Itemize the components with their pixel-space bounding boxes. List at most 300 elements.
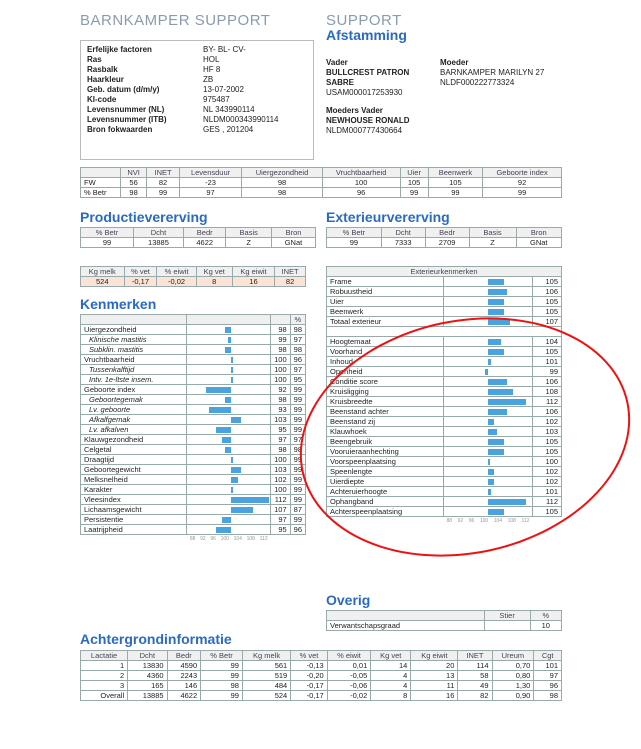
table-cell: 0,70 (492, 661, 534, 671)
trait-row (81, 475, 306, 485)
table-cell: GNat (271, 238, 315, 248)
info-label: Bron fokwaarden (87, 125, 153, 134)
table-cell: 146 (167, 681, 201, 691)
trait-row (81, 365, 306, 375)
info-label: Levensnummer (NL) (87, 105, 165, 114)
trait-reliability: 97 (290, 365, 305, 375)
trait-value: 99 (533, 367, 562, 377)
trait-row (327, 307, 562, 317)
trait-value: 92 (271, 385, 291, 395)
trait-name: Geboorte index (81, 385, 187, 395)
table-cell: 4 (371, 671, 411, 681)
trait-name: Geboortegemak (81, 395, 187, 405)
table-cell: Z (226, 238, 271, 248)
trait-row (81, 455, 306, 465)
trait-value: 98 (271, 325, 291, 335)
moeders-vader-id: NLDM000777430664 (326, 126, 403, 135)
table-cell: 99 (201, 661, 243, 671)
trait-name: Beengebruik (327, 437, 444, 447)
trait-value: 105 (533, 437, 562, 447)
table-cell: 4622 (183, 238, 226, 248)
trait-name: Afkalfgemak (81, 415, 187, 425)
trait-value: 112 (533, 497, 562, 507)
table-cell: 99 (147, 188, 180, 198)
column-header: Kg eiwit (232, 267, 274, 277)
info-value: HOL (203, 55, 220, 64)
trait-bar-cell (187, 525, 271, 535)
trait-bar-cell (187, 515, 271, 525)
table-cell: 561 (242, 661, 290, 671)
trait-value: 97 (271, 515, 291, 525)
exterieur-heading: Exterieurvererving (326, 209, 450, 225)
table-cell: -0,02 (327, 691, 371, 701)
trait-row (81, 325, 306, 335)
report-title: BARNKAMPER SUPPORT (80, 12, 271, 29)
trait-row (81, 385, 306, 395)
trait-name: Uier (327, 297, 444, 307)
trait-name: Vruchtbaarheid (81, 355, 187, 365)
animal-info-table (85, 45, 280, 135)
table-row (81, 671, 562, 681)
exterieur-table (326, 227, 562, 248)
table-cell: -0,06 (327, 681, 371, 691)
table-cell: 524 (242, 691, 290, 701)
table-row (81, 691, 562, 701)
info-value: ZB (203, 75, 214, 84)
trait-bar (225, 327, 231, 333)
trait-bar (231, 467, 240, 473)
trait-bar (231, 357, 233, 363)
trait-value: 100 (271, 375, 291, 385)
trait-value: 101 (533, 487, 562, 497)
info-label: Erfelijke factoren (87, 45, 152, 54)
trait-name: Vleesindex (81, 495, 187, 505)
trait-name: Karakter (81, 485, 187, 495)
info-row (85, 125, 280, 135)
table-cell: 82 (147, 178, 180, 188)
table-cell: Verwantschapsgraad (327, 621, 485, 631)
column-header: Stier (484, 611, 530, 621)
trait-row (81, 415, 306, 425)
info-label: Rasbalk (87, 65, 118, 74)
info-value: HF 8 (203, 65, 221, 74)
axis-tick: 104 (233, 536, 242, 542)
column-header: Beenwerk (428, 168, 483, 178)
table-cell (484, 621, 530, 631)
table-cell: -0,13 (291, 661, 327, 671)
pedigree (326, 58, 410, 136)
trait-row (327, 297, 562, 307)
info-label: Geb. datum (d/m/y) (87, 85, 160, 94)
table-cell: 0,90 (492, 691, 534, 701)
table-row (81, 178, 562, 188)
column-header: Bron (271, 228, 315, 238)
trait-reliability: 97 (290, 435, 305, 445)
table-row (81, 277, 306, 287)
trait-reliability: 99 (290, 495, 305, 505)
trait-name: Voorhand (327, 347, 444, 357)
table-cell: 99 (327, 238, 382, 248)
table-cell: 99 (201, 671, 243, 681)
trait-value: 98 (271, 345, 291, 355)
table-cell: 92 (483, 178, 562, 188)
axis-tick: 104 (493, 518, 503, 524)
info-label: Ras (87, 55, 102, 64)
table-cell: 105 (400, 178, 428, 188)
trait-name: Draagtijd (81, 455, 187, 465)
column-header: Dcht (128, 651, 167, 661)
column-header: % Betr (327, 228, 382, 238)
trait-bar (216, 527, 232, 533)
table-row (81, 661, 562, 671)
table-cell: 8 (371, 691, 411, 701)
column-header: Dcht (133, 228, 183, 238)
column-header: Lactatie (81, 651, 128, 661)
trait-name: Kruisligging (327, 387, 444, 397)
column-header: % (530, 611, 561, 621)
trait-row (81, 465, 306, 475)
trait-name: Robuustheid (327, 287, 444, 297)
table-cell: 16 (411, 691, 458, 701)
trait-bar-cell (187, 485, 271, 495)
table-cell: Overall (81, 691, 128, 701)
column-header: Kg melk (242, 651, 290, 661)
trait-value: 105 (533, 277, 562, 287)
table-cell: -0,17 (124, 277, 157, 287)
trait-bar-cell (444, 307, 533, 317)
table-cell: 98 (120, 188, 146, 198)
header-row (81, 651, 562, 661)
table-cell: 11 (411, 681, 458, 691)
table-cell: % Betr (81, 188, 121, 198)
trait-bar (225, 347, 231, 353)
table-cell: FW (81, 178, 121, 188)
table-cell: -0,02 (157, 277, 196, 287)
exterieurkenmerken-header: Exterieurkenmerken (327, 267, 562, 277)
table-cell: 2 (81, 671, 128, 681)
header-row (81, 228, 316, 238)
kenmerken-table (80, 314, 306, 544)
table-cell: 49 (458, 681, 492, 691)
info-row (85, 105, 280, 115)
column-header: Vruchtbaarheid (322, 168, 400, 178)
trait-name: Inhoud (327, 357, 444, 367)
axis-row (81, 535, 306, 545)
axis-tick: 92 (457, 518, 464, 524)
axis-tick: 92 (200, 536, 206, 542)
table-cell: -0,05 (327, 671, 371, 681)
trait-bar (488, 299, 504, 305)
productie-heading: Productievererving (80, 209, 208, 225)
table-cell: 16 (232, 277, 274, 287)
column-header: NVI (120, 168, 146, 178)
info-row (85, 55, 280, 65)
table-cell: 1 (81, 661, 128, 671)
axis-tick: 88 (189, 536, 196, 542)
trait-value: 105 (533, 297, 562, 307)
trait-row (81, 445, 306, 455)
trait-bar-cell (444, 277, 533, 287)
trait-name: Beenstand zij (327, 417, 444, 427)
table-cell: -0,17 (291, 681, 327, 691)
vader-name: BULLCREST PATRON (326, 68, 410, 77)
trait-bar-cell (187, 465, 271, 475)
trait-bar-cell (187, 445, 271, 455)
axis-tick: 88 (446, 518, 453, 524)
productie-table (80, 227, 316, 248)
trait-name: Klauwhoek (327, 427, 444, 437)
trait-name: Ophangband (327, 497, 444, 507)
table-cell: 13 (411, 671, 458, 681)
trait-name: Beenwerk (327, 307, 444, 317)
support-title: SUPPORT (326, 12, 402, 29)
trait-reliability: 99 (290, 425, 305, 435)
table-cell: 20 (411, 661, 458, 671)
axis-tick: 112 (521, 518, 530, 524)
trait-value: 108 (533, 387, 562, 397)
table-cell: 97 (534, 671, 562, 681)
trait-row (81, 485, 306, 495)
trait-name: Lv. afkalven (81, 425, 187, 435)
column-header: Kg vet (196, 267, 232, 277)
info-value: 13-07-2002 (203, 85, 244, 94)
trait-value: 112 (533, 397, 562, 407)
trait-bar (222, 517, 231, 523)
trait-reliability: 99 (290, 485, 305, 495)
column-header: Uiergezondheid (242, 168, 322, 178)
trait-bar-cell (187, 375, 271, 385)
axis-tick: 100 (479, 518, 489, 524)
table-cell: 13885 (128, 691, 167, 701)
table-cell: 99 (201, 691, 243, 701)
table-cell: 1,30 (492, 681, 534, 691)
trait-value: 106 (533, 407, 562, 417)
trait-row (81, 335, 306, 345)
trait-bar-cell (187, 435, 271, 445)
trait-bar (231, 507, 253, 513)
trait-reliability: 96 (290, 355, 305, 365)
column-header: % Betr (81, 228, 134, 238)
column-header (81, 168, 121, 178)
trait-value: 105 (533, 447, 562, 457)
column-header: Kg eiwit (411, 651, 458, 661)
table-row (81, 681, 562, 691)
trait-value: 102 (533, 467, 562, 477)
column-header: Bedr (183, 228, 226, 238)
trait-row (81, 405, 306, 415)
table-cell: 99 (81, 238, 134, 248)
trait-bar (231, 487, 233, 493)
trait-value: 103 (533, 427, 562, 437)
trait-name: Tussenkalftijd (81, 365, 187, 375)
trait-bar-cell (187, 345, 271, 355)
table-cell: 3 (81, 681, 128, 691)
column-header: Bedr (425, 228, 469, 238)
trait-value: 97 (271, 435, 291, 445)
trait-bar (206, 387, 231, 393)
table-cell: 101 (534, 661, 562, 671)
info-row (85, 65, 280, 75)
table-cell: 2709 (425, 238, 469, 248)
trait-value: 100 (271, 355, 291, 365)
table-cell: 98 (242, 188, 322, 198)
table-cell: 524 (81, 277, 125, 287)
trait-value: 103 (271, 415, 291, 425)
trait-value: 100 (271, 485, 291, 495)
column-header: Ureum (492, 651, 534, 661)
column-header: INET (458, 651, 492, 661)
achtergrond-table (80, 650, 562, 701)
trait-name: Lv. geboorte (81, 405, 187, 415)
axis-tick: 100 (220, 536, 229, 542)
trait-name: Vooruieraanhechting (327, 447, 444, 457)
trait-bar-cell (187, 455, 271, 465)
trait-bar-cell (187, 425, 271, 435)
trait-row (327, 277, 562, 287)
trait-value: 104 (533, 337, 562, 347)
table-cell: 4590 (167, 661, 201, 671)
column-header: Kg melk (81, 267, 125, 277)
column-header: INET (275, 267, 306, 277)
trait-bar (488, 309, 504, 315)
table-cell: -23 (179, 178, 241, 188)
pct-header: % (290, 315, 305, 325)
trait-name: Celgetal (81, 445, 187, 455)
trait-reliability: 95 (290, 375, 305, 385)
trait-row (81, 495, 306, 505)
table-cell: 56 (120, 178, 146, 188)
trait-bar-cell (187, 415, 271, 425)
header-row (81, 168, 562, 178)
trait-bar-cell (444, 287, 533, 297)
trait-bar (488, 279, 504, 285)
table-cell: 105 (428, 178, 483, 188)
trait-value: 105 (533, 307, 562, 317)
info-label: Haarkleur (87, 75, 124, 84)
column-header: Basis (226, 228, 271, 238)
moeder-block (440, 58, 544, 88)
trait-bar (231, 497, 269, 503)
summary-table (80, 167, 562, 198)
info-value: NL 343990114 (203, 105, 255, 114)
trait-row (81, 345, 306, 355)
trait-name: Kruisbreedte (327, 397, 444, 407)
table-cell: 519 (242, 671, 290, 681)
column-header: Cgt (534, 651, 562, 661)
overig-table (326, 610, 562, 631)
table-cell: 100 (322, 178, 400, 188)
info-label: Levensnummer (ITB) (87, 115, 167, 124)
info-value: GES , 201204 (203, 125, 254, 134)
trait-row (81, 375, 306, 385)
moeder-id: NLDF000222773324 (440, 78, 515, 87)
trait-value: 106 (533, 287, 562, 297)
trait-value: 100 (533, 457, 562, 467)
table-cell: 98 (534, 691, 562, 701)
column-header: % vet (291, 651, 327, 661)
trait-row (81, 515, 306, 525)
trait-bar-cell (187, 335, 271, 345)
trait-bar (222, 437, 231, 443)
trait-value: 100 (271, 455, 291, 465)
vader-label: Vader (326, 58, 348, 67)
table-cell: 0,80 (492, 671, 534, 681)
table-row (81, 238, 316, 248)
trait-row (81, 505, 306, 515)
info-label: KI-code (87, 95, 117, 104)
trait-row (81, 435, 306, 445)
axis-tick: 108 (246, 536, 255, 542)
trait-bar (225, 397, 231, 403)
trait-reliability: 99 (290, 405, 305, 415)
trait-name: Conditie score (327, 377, 444, 387)
trait-value: 107 (533, 317, 562, 327)
header-row (81, 315, 306, 325)
trait-reliability: 99 (290, 475, 305, 485)
column-header: INET (147, 168, 180, 178)
trait-name: Hoogtemaat (327, 337, 444, 347)
column-header: Kg vet (371, 651, 411, 661)
column-header: Bron (516, 228, 561, 238)
moeders-vader-label: Moeders Vader (326, 106, 383, 115)
axis-tick: 96 (210, 536, 216, 542)
table-cell: 99 (483, 188, 562, 198)
header-row (327, 267, 562, 277)
trait-reliability: 99 (290, 515, 305, 525)
trait-name: Openheid (327, 367, 444, 377)
trait-bar-cell (187, 405, 271, 415)
trait-value: 98 (271, 445, 291, 455)
trait-bar-cell (187, 495, 271, 505)
trait-name: Uiergezondheid (81, 325, 187, 335)
trait-reliability: 98 (290, 445, 305, 455)
trait-bar (216, 427, 232, 433)
trait-row (81, 355, 306, 365)
column-header: % vet (124, 267, 157, 277)
trait-value: 99 (271, 335, 291, 345)
trait-bar-cell (187, 325, 271, 335)
column-header: Bedr (167, 651, 201, 661)
trait-row (81, 525, 306, 535)
trait-name: Klauwgezondheid (81, 435, 187, 445)
table-cell: 7333 (381, 238, 425, 248)
trait-value: 103 (271, 465, 291, 475)
column-header: % eiwit (157, 267, 196, 277)
trait-bar-cell (187, 395, 271, 405)
info-row (85, 115, 280, 125)
afstamming-heading: Afstamming (326, 27, 407, 43)
trait-name: Intv. 1e-ltste insem. (81, 375, 187, 385)
table-row (81, 188, 562, 198)
column-header: Geboorte index (483, 168, 562, 178)
trait-row (81, 425, 306, 435)
column-header: % eiwit (327, 651, 371, 661)
trait-bar (231, 457, 233, 463)
table-cell: 13830 (128, 661, 167, 671)
trait-bar-cell (187, 355, 271, 365)
table-cell: 2243 (167, 671, 201, 681)
trait-value: 106 (533, 377, 562, 387)
melk-table (80, 266, 306, 287)
table-cell: 99 (428, 188, 483, 198)
axis-tick: 108 (507, 518, 516, 524)
vader-name-2: SABRE (326, 78, 355, 87)
table-cell: 0,01 (327, 661, 371, 671)
column-header: Levensduur (179, 168, 241, 178)
trait-value: 100 (271, 365, 291, 375)
table-cell: 4622 (167, 691, 201, 701)
trait-value: 102 (271, 475, 291, 485)
